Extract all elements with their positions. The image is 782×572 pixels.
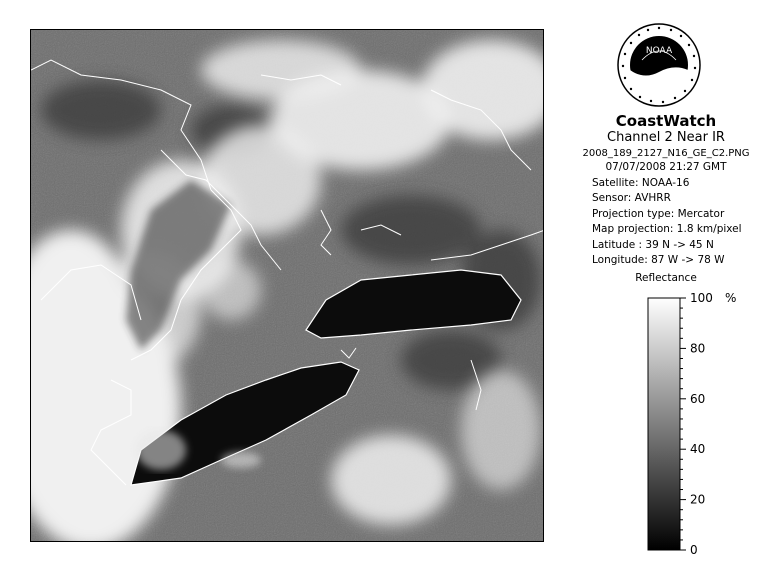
scale-tick-label: 100 (690, 292, 713, 305)
scale-ticks (680, 292, 713, 556)
scale-bar (648, 298, 680, 550)
map-projection-label: Map projection: 1.8 km/pixel (592, 223, 742, 235)
scale-tick-label: 60 (690, 391, 706, 406)
scale-unit: % (725, 292, 737, 305)
datetime-label: 07/07/2008 21:27 GMT (605, 161, 727, 173)
filename-label: 2008_189_2127_N16_GE_C2.PNG (582, 148, 750, 159)
scale-tick-label: 80 (690, 341, 706, 356)
noaa-logo-text: NOAA (645, 46, 673, 56)
channel-label: Channel 2 Near IR (607, 130, 725, 145)
scale-tick-label: 0 (690, 543, 698, 556)
noaa-logo (616, 22, 702, 108)
satellite-image-svg (31, 30, 544, 542)
projection-type-label: Projection type: Mercator (592, 208, 725, 220)
satellite-image (30, 29, 544, 542)
latitude-label: Latitude : 39 N -> 45 N (592, 239, 714, 251)
satellite-label: Satellite: NOAA-16 (592, 177, 690, 189)
coastwatch-title: CoastWatch (615, 112, 717, 130)
scale-tick-label: 40 (690, 442, 706, 457)
reflectance-title: Reflectance (635, 272, 697, 284)
longitude-label: Longitude: 87 W -> 78 W (592, 254, 725, 266)
scale-tick-label: 20 (690, 492, 706, 507)
sensor-label: Sensor: AVHRR (592, 192, 671, 204)
reflectance-color-scale (640, 292, 760, 556)
